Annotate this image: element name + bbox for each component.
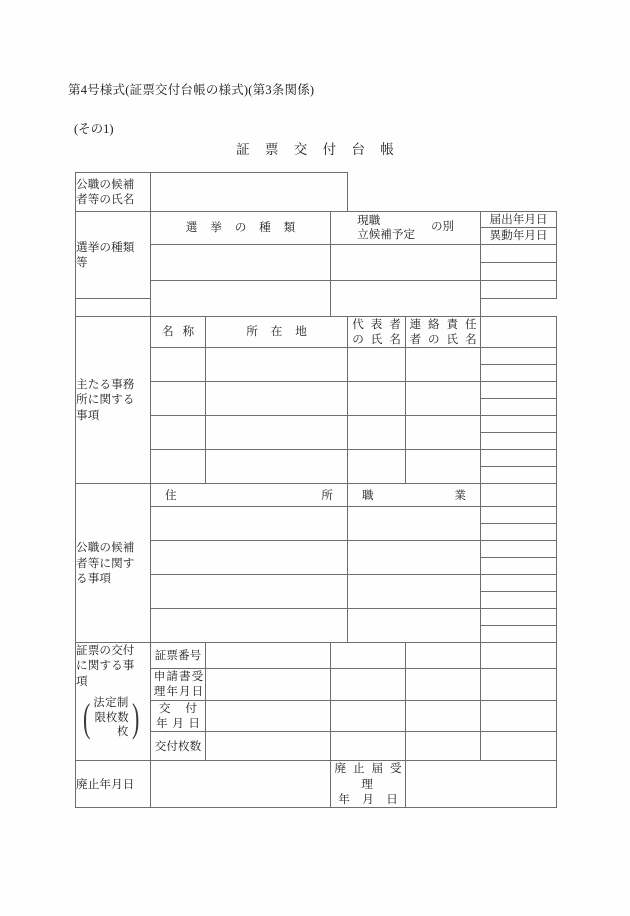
label-candidate-name: 公職の候補 者等の氏名 <box>76 173 151 212</box>
cell-issue-count-1[interactable] <box>206 732 331 761</box>
label-issue-date-l1a: 交 <box>159 701 171 715</box>
label-issue-date-l1b: 付 <box>185 701 197 715</box>
header-status-suffix: の別 <box>431 220 454 233</box>
cell-issue-date-2[interactable] <box>331 700 406 732</box>
row-abolition <box>76 761 557 808</box>
cell-contact-person[interactable] <box>406 450 481 484</box>
cell-office-date-submit[interactable] <box>481 348 557 365</box>
cell-occupation[interactable] <box>348 609 481 643</box>
header-address <box>151 484 348 507</box>
cell-office-name[interactable] <box>151 382 206 416</box>
header-occupation <box>348 484 481 507</box>
row-issuance-cert-number <box>76 643 557 669</box>
cell-status-type[interactable] <box>331 280 481 316</box>
legal-limit-line2: 限枚数 <box>94 711 129 724</box>
cell-issue-count-3[interactable] <box>406 732 481 761</box>
header-contact-person <box>406 316 481 348</box>
cell-office-date-submit[interactable] <box>481 382 557 399</box>
header-address-right: 所 <box>321 488 334 502</box>
label-abolition-receipt <box>331 761 406 808</box>
cell-office-location[interactable] <box>206 382 348 416</box>
document-title: 証 票 交 付 台 帳 <box>236 142 400 157</box>
cell-address[interactable] <box>151 575 348 609</box>
cell-office-date-submit[interactable] <box>481 450 557 467</box>
row-candidate-info-header <box>76 484 557 507</box>
cell-app-receipt-2[interactable] <box>331 669 406 701</box>
cell-date-change[interactable] <box>481 262 557 280</box>
cell-app-receipt-3[interactable] <box>406 669 481 701</box>
header-office-name: 名 称 <box>151 316 206 348</box>
header-office-location: 所 在 地 <box>206 316 348 348</box>
cell-contact-person[interactable] <box>406 382 481 416</box>
header-date-submit: 届出年月日 <box>481 212 557 228</box>
label-app-receipt-line2: 理年月日 <box>153 685 205 699</box>
label-abolition-receipt-day: 日 <box>386 792 398 806</box>
cell-contact-person[interactable] <box>406 348 481 382</box>
ledger-table-wrapper <box>75 172 556 808</box>
cell-office-name[interactable] <box>151 416 206 450</box>
label-issuance <box>76 643 151 761</box>
cell-candidate-date-submit[interactable] <box>481 609 557 626</box>
cell-status-type[interactable] <box>331 244 481 280</box>
cell-candidate-date-submit[interactable] <box>481 575 557 592</box>
label-abolition-receipt-line1: 廃 止 届 受 理 <box>334 762 404 791</box>
cell-date-change[interactable] <box>76 298 151 316</box>
label-app-receipt <box>151 669 206 701</box>
label-abolition-receipt-year: 年 <box>338 792 350 806</box>
cell-issue-date-4[interactable] <box>481 700 557 732</box>
ledger-table <box>75 172 557 808</box>
cell-issue-date-1[interactable] <box>206 700 331 732</box>
cell-cert-number-4[interactable] <box>481 643 557 669</box>
label-issue-date-l2a: 年 <box>156 717 168 731</box>
row-candidate-name <box>76 173 557 212</box>
label-candidate-info: 公職の候補 者等に関す る事項 <box>76 484 151 643</box>
legal-limit-line1: 法定制 <box>93 697 129 710</box>
cell-occupation[interactable] <box>348 507 481 541</box>
cell-address[interactable] <box>151 541 348 575</box>
cell-candidate-date-change[interactable] <box>481 558 557 575</box>
cell-office-date-change[interactable] <box>481 467 557 484</box>
cell-issue-count-4[interactable] <box>481 732 557 761</box>
cell-abolition-receipt-date[interactable] <box>406 761 557 808</box>
spacer-top-right <box>348 173 557 212</box>
cell-candidate-date-change[interactable] <box>481 626 557 643</box>
cell-app-receipt-1[interactable] <box>206 669 331 701</box>
cell-issue-count-2[interactable] <box>331 732 406 761</box>
header-date-change: 異動年月日 <box>481 228 557 244</box>
cell-address[interactable] <box>151 609 348 643</box>
label-abolition-receipt-month: 月 <box>362 792 374 806</box>
cell-office-name[interactable] <box>151 348 206 382</box>
label-cert-number: 証票番号 <box>151 643 206 669</box>
header-representative-line2: の 氏 名 <box>352 332 403 346</box>
cell-app-receipt-4[interactable] <box>481 669 557 701</box>
cell-cert-number-1[interactable] <box>206 643 331 669</box>
form-number: 第4号様式(証票交付台帳の様式)(第3条関係) <box>68 83 315 97</box>
header-status-line1: 現職 <box>357 213 381 227</box>
row-election-header <box>76 212 557 228</box>
cell-representative[interactable] <box>348 416 406 450</box>
label-issuance-text: 証票の交付 に関する事 項 <box>76 644 135 688</box>
cell-candidate-date-change[interactable] <box>481 524 557 541</box>
cell-contact-person[interactable] <box>406 416 481 450</box>
header-status-type <box>331 212 481 245</box>
cell-office-location[interactable] <box>206 416 348 450</box>
label-issue-date-l2c: 日 <box>188 717 200 731</box>
header-representative <box>348 316 406 348</box>
cell-candidate-date-change[interactable] <box>481 592 557 609</box>
cell-occupation[interactable] <box>348 575 481 609</box>
cell-election-kind[interactable] <box>151 280 331 316</box>
legal-limit-annotation: ( 法定制 限枚数 枚 ) <box>83 695 140 741</box>
row-office-header <box>76 316 557 348</box>
cell-election-kind[interactable] <box>151 244 331 280</box>
header-contact-person-line1: 連 絡 責 任 <box>409 317 479 331</box>
header-election-kind: 選 挙 の 種 類 <box>151 212 331 245</box>
cell-office-date-change[interactable] <box>481 399 557 416</box>
header-address-left: 住 <box>165 488 177 502</box>
part-label: (その1) <box>74 122 114 136</box>
label-abolition-date: 廃止年月日 <box>76 761 151 808</box>
cell-address[interactable] <box>151 507 348 541</box>
label-election-type: 選挙の種類 等 <box>76 212 151 299</box>
header-occupation-left: 職 <box>362 488 374 502</box>
header-contact-person-line2: 者 の 氏 名 <box>409 332 479 346</box>
header-representative-line1: 代 表 者 <box>352 317 403 331</box>
header-office-date-blank <box>481 316 557 348</box>
label-issue-date-l2b: 月 <box>172 717 184 731</box>
cell-representative[interactable] <box>348 450 406 484</box>
cell-office-date-change[interactable] <box>481 365 557 382</box>
cell-candidate-date-submit[interactable] <box>481 507 557 524</box>
cell-office-location[interactable] <box>206 450 348 484</box>
cell-office-date-change[interactable] <box>481 433 557 450</box>
legal-limit-line3: 枚 <box>117 726 129 739</box>
header-candidate-date-blank <box>481 484 557 507</box>
cell-issue-date-3[interactable] <box>406 700 481 732</box>
label-issue-count: 交付枚数 <box>151 732 206 761</box>
cell-cert-number-3[interactable] <box>406 643 481 669</box>
cell-office-date-submit[interactable] <box>481 416 557 433</box>
label-issue-date <box>151 700 206 732</box>
cell-date-submit[interactable] <box>481 280 557 298</box>
field-candidate-name[interactable] <box>151 173 348 212</box>
cell-abolition-date[interactable] <box>151 761 331 808</box>
cell-cert-number-2[interactable] <box>331 643 406 669</box>
header-status-line2: 立候補予定 <box>357 227 416 241</box>
cell-representative[interactable] <box>348 382 406 416</box>
header-occupation-right: 業 <box>454 488 467 502</box>
cell-office-name[interactable] <box>151 450 206 484</box>
cell-representative[interactable] <box>348 348 406 382</box>
cell-candidate-date-submit[interactable] <box>481 541 557 558</box>
cell-occupation[interactable] <box>348 541 481 575</box>
label-main-office: 主たる事務 所に関する 事項 <box>76 316 151 484</box>
cell-date-submit[interactable] <box>481 244 557 262</box>
cell-office-location[interactable] <box>206 348 348 382</box>
label-app-receipt-line1: 申請書受 <box>153 670 205 684</box>
